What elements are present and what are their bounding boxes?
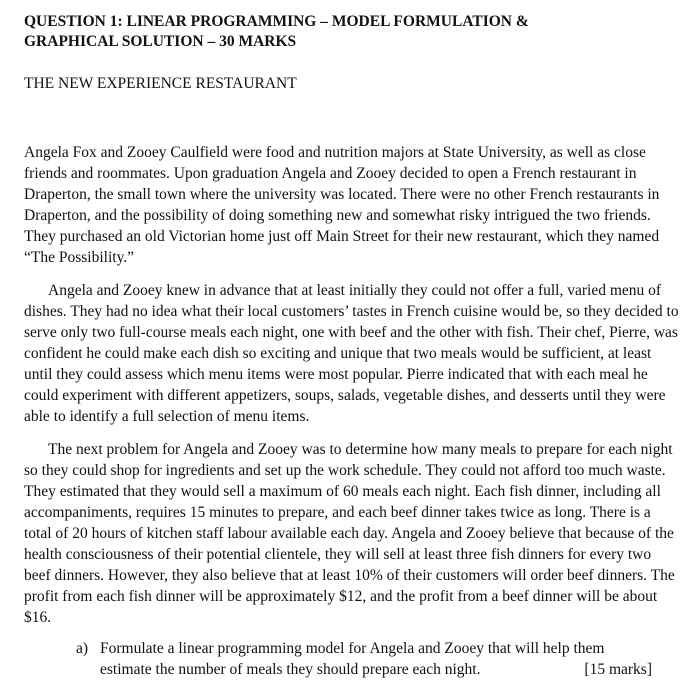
paragraph-3: The next problem for Angela and Zooey was to determine how many meals to prepare for each night so they could shop for ingredients and set up the work schedule. They could not afford too much waste. They estimated that they would sell a maximum of 60 meals each night. Each fish dinner, including all accompaniments, requires 15 minutes to prepare, and each beef dinner takes twice as long. There is a total of 20 hours of kitchen staff labour available each day. Angela and Zooey believe that because of the health consciousness of their potential clientele, they will sell at least three fish dinners for every two beef dinners. However, they also believe that at least 10% of their customers will order beef dinners. The profit from each fish dinner will be approximately $12, and the profit from a beef dinner will be about $16. — [24, 441, 675, 626]
question-a — [24, 638, 680, 680]
paragraph-1: Angela Fox and Zooey Caulfield were food and nutrition majors at State University, as well as close friends and roommates. Upon graduation Angela and Zooey decided to open a French restaurant in Draperton, the small town where the university was located. There were no other French restaurants in Draperton, and the possibility of doing something new and somewhat risky intrigued the two friends. They purchased an old Victorian home just off Main Street for their new restaurant, which they named “The Possibility.” — [24, 144, 660, 266]
question-a-text-line-1: Formulate a linear programming model for Angela and Zooey that will help them — [100, 640, 605, 657]
paragraph-2: Angela and Zooey knew in advance that at least initially they could not offer a full, varied menu of dishes. They had no idea what their local customers’ tastes in French cuisine would be, so they decided to serve only two full-course meals each night, one with beef and the other with fish. Their chef, Pierre, was confident he could make each dish so exciting and unique that two meals would be sufficient, at least until they could assess which menu items were most popular. Pierre indicated that with each meal he could experiment with different appetizers, soups, salads, vegetable dishes, and desserts until they were able to identify a full selection of menu items. — [24, 282, 679, 425]
document-page — [24, 12, 680, 680]
question-a-text-line-2-wrap — [100, 659, 680, 680]
question-a-text-line-2: estimate the number of meals they should prepare each night. — [100, 661, 481, 678]
question-a-label: a) — [76, 640, 89, 657]
case-title: THE NEW EXPERIENCE RESTAURANT — [24, 75, 297, 92]
question-a-marks: [15 marks] — [584, 661, 652, 678]
question-heading: QUESTION 1: LINEAR PROGRAMMING – MODEL FORMULATION & GRAPHICAL SOLUTION – 30 MARKS — [24, 13, 529, 50]
